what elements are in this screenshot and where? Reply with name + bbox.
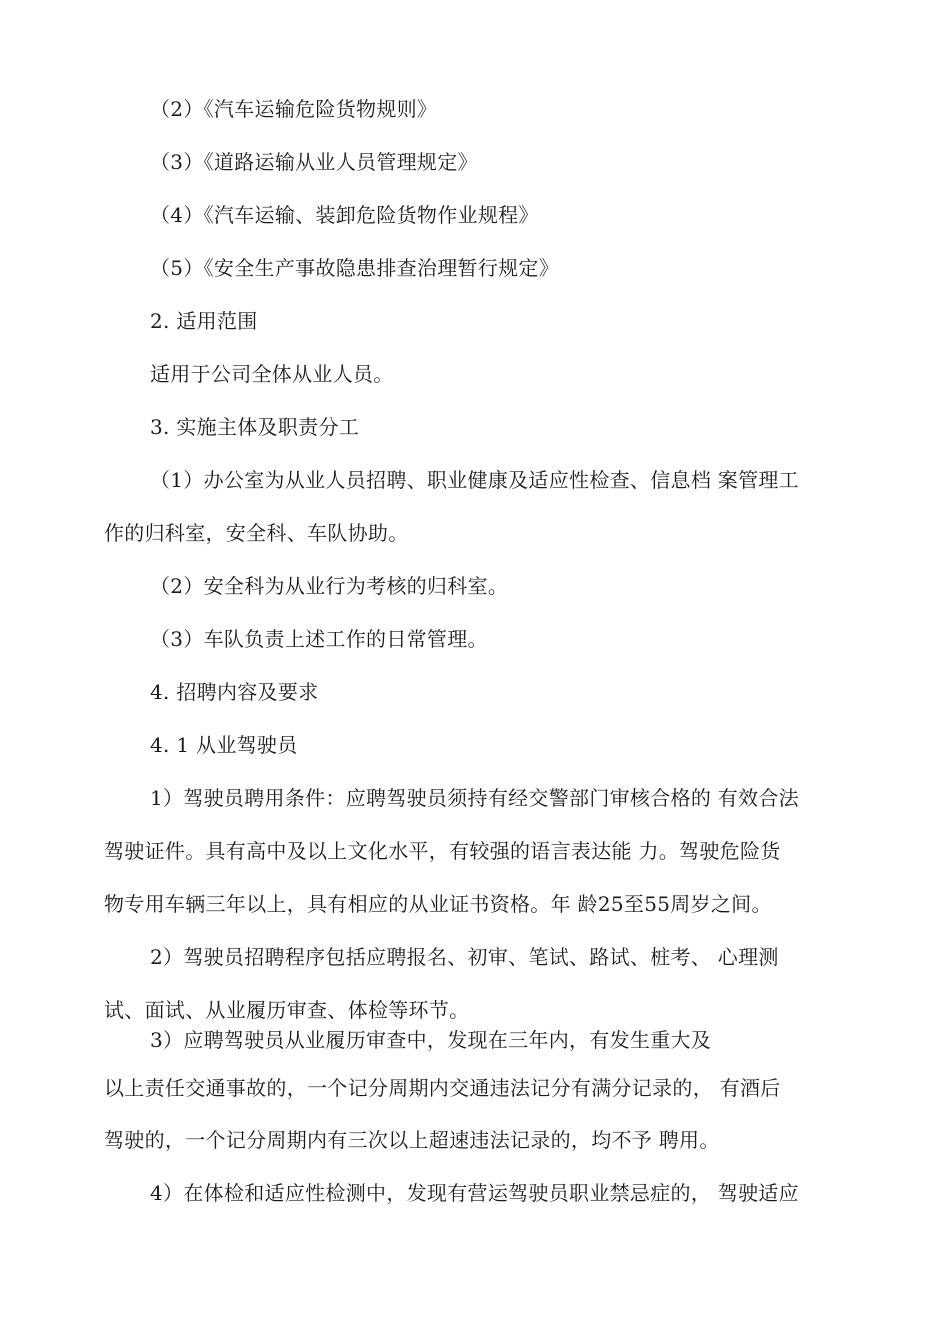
driver-health-line1: 4）在体检和适应性检测中，发现有营运驾驶员职业禁忌症的， 驾驶适应: [150, 1181, 799, 1205]
driver-history-line1: 3）应聘驾驶员从业履历审查中，发现在三年内，有发生重大及: [150, 1028, 712, 1052]
driver-procedure-line1: 2）驾驶员招聘程序包括应聘报名、初审、笔试、路试、桩考、 心理测: [150, 945, 779, 969]
driver-history-line3: 驾驶的，一个记分周期内有三次以上超速违法记录的，均不予 聘用。: [104, 1128, 720, 1152]
driver-condition-line1: 1）驾驶员聘用条件：应聘驾驶员须持有经交警部门审核合格的 有效合法: [150, 786, 799, 810]
section-heading-recruitment: 4. 招聘内容及要求: [150, 680, 319, 704]
section-heading-scope: 2. 适用范围: [150, 309, 258, 333]
responsibility-item-1-line2: 作的归科室，安全科、车队协助。: [104, 521, 409, 545]
responsibility-item-1-line1: （1）办公室为从业人员招聘、职业健康及适应性检查、信息档 案管理工: [150, 468, 799, 492]
ref-item-3: （3）《道路运输从业人员管理规定》: [150, 150, 478, 174]
driver-history-line2: 以上责任交通事故的，一个记分周期内交通违法记分有满分记录的， 有酒后: [104, 1076, 781, 1100]
responsibility-item-3: （3）车队负责上述工作的日常管理。: [150, 627, 488, 651]
scope-text: 适用于公司全体从业人员。: [150, 362, 394, 386]
section-heading-responsibility: 3. 实施主体及职责分工: [150, 415, 360, 439]
driver-procedure-line2: 试、面试、从业履历审查、体检等环节。: [104, 998, 470, 1022]
responsibility-item-2: （2）安全科为从业行为考核的归科室。: [150, 574, 509, 598]
ref-item-4: （4）《汽车运输、装卸危险货物作业规程》: [150, 203, 539, 227]
driver-condition-line3: 物专用车辆三年以上，具有相应的从业证书资格。年 龄25至55周岁之间。: [104, 892, 772, 916]
driver-condition-line2: 驾驶证件。具有高中及以上文化水平，有较强的语言表达能 力。驾驶危险货: [104, 839, 781, 863]
ref-item-5: （5）《安全生产事故隐患排查治理暂行规定》: [150, 256, 560, 280]
subsection-heading-drivers: 4. 1 从业驾驶员: [150, 733, 298, 757]
ref-item-2: （2）《汽车运输危险货物规则》: [150, 97, 438, 121]
